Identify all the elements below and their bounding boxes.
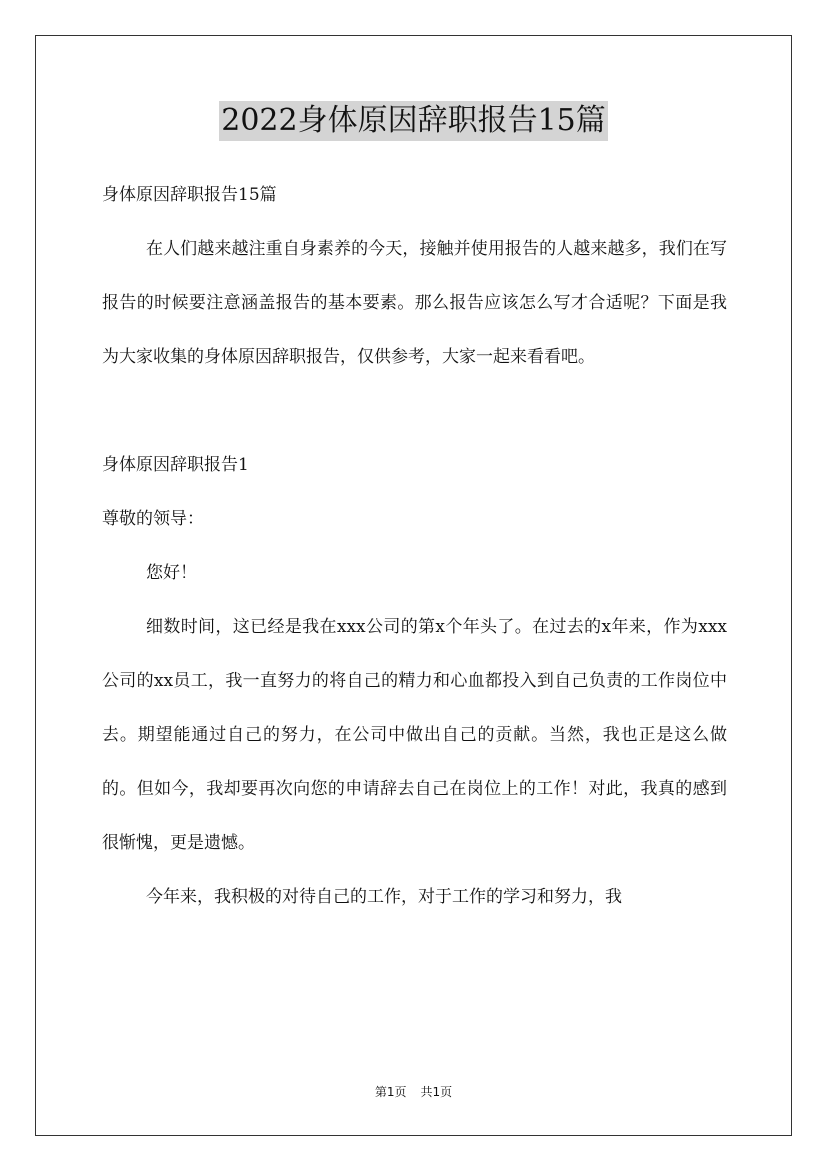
document-title-text: 2022身体原因辞职报告15篇 xyxy=(219,101,608,141)
page-footer xyxy=(0,1084,827,1100)
intro-paragraph: 在人们越来越注重自身素养的今天，接触并使用报告的人越来越多，我们在写报告的时候要注意涵盖报告的基本要素。那么报告应该怎么写才合适呢？下面是我为大家收集的身体原因辞职报告，仅供参考，大家一起来看看吧。 xyxy=(102,239,727,367)
page-total: 共1页 xyxy=(420,1085,453,1099)
section-title: 身体原因辞职报告1 xyxy=(102,455,249,475)
body-paragraph-1: 细数时间，这已经是我在xxx公司的第x个年头了。在过去的x年来，作为xxx公司的xx员工，我一直努力的将自己的精力和心血都投入到自己负责的工作岗位中去。期望能通过自己的努力，在公司中做出自己的贡献。当然，我也正是这么做的。但如今，我却要再次向您的申请辞去自己在岗位上的工作！对此，我真的感到很惭愧，更是遗憾。 xyxy=(102,617,727,853)
greeting: 您好！ xyxy=(146,563,197,583)
document-title xyxy=(0,100,827,141)
salutation: 尊敬的领导： xyxy=(102,509,204,529)
body-paragraph-2: 今年来，我积极的对待自己的工作，对于工作的学习和努力，我 xyxy=(146,887,622,907)
document-subtitle: 身体原因辞职报告15篇 xyxy=(102,185,277,205)
page-number: 第1页 xyxy=(374,1085,407,1099)
document-body xyxy=(102,168,727,924)
blank-line xyxy=(102,384,727,438)
